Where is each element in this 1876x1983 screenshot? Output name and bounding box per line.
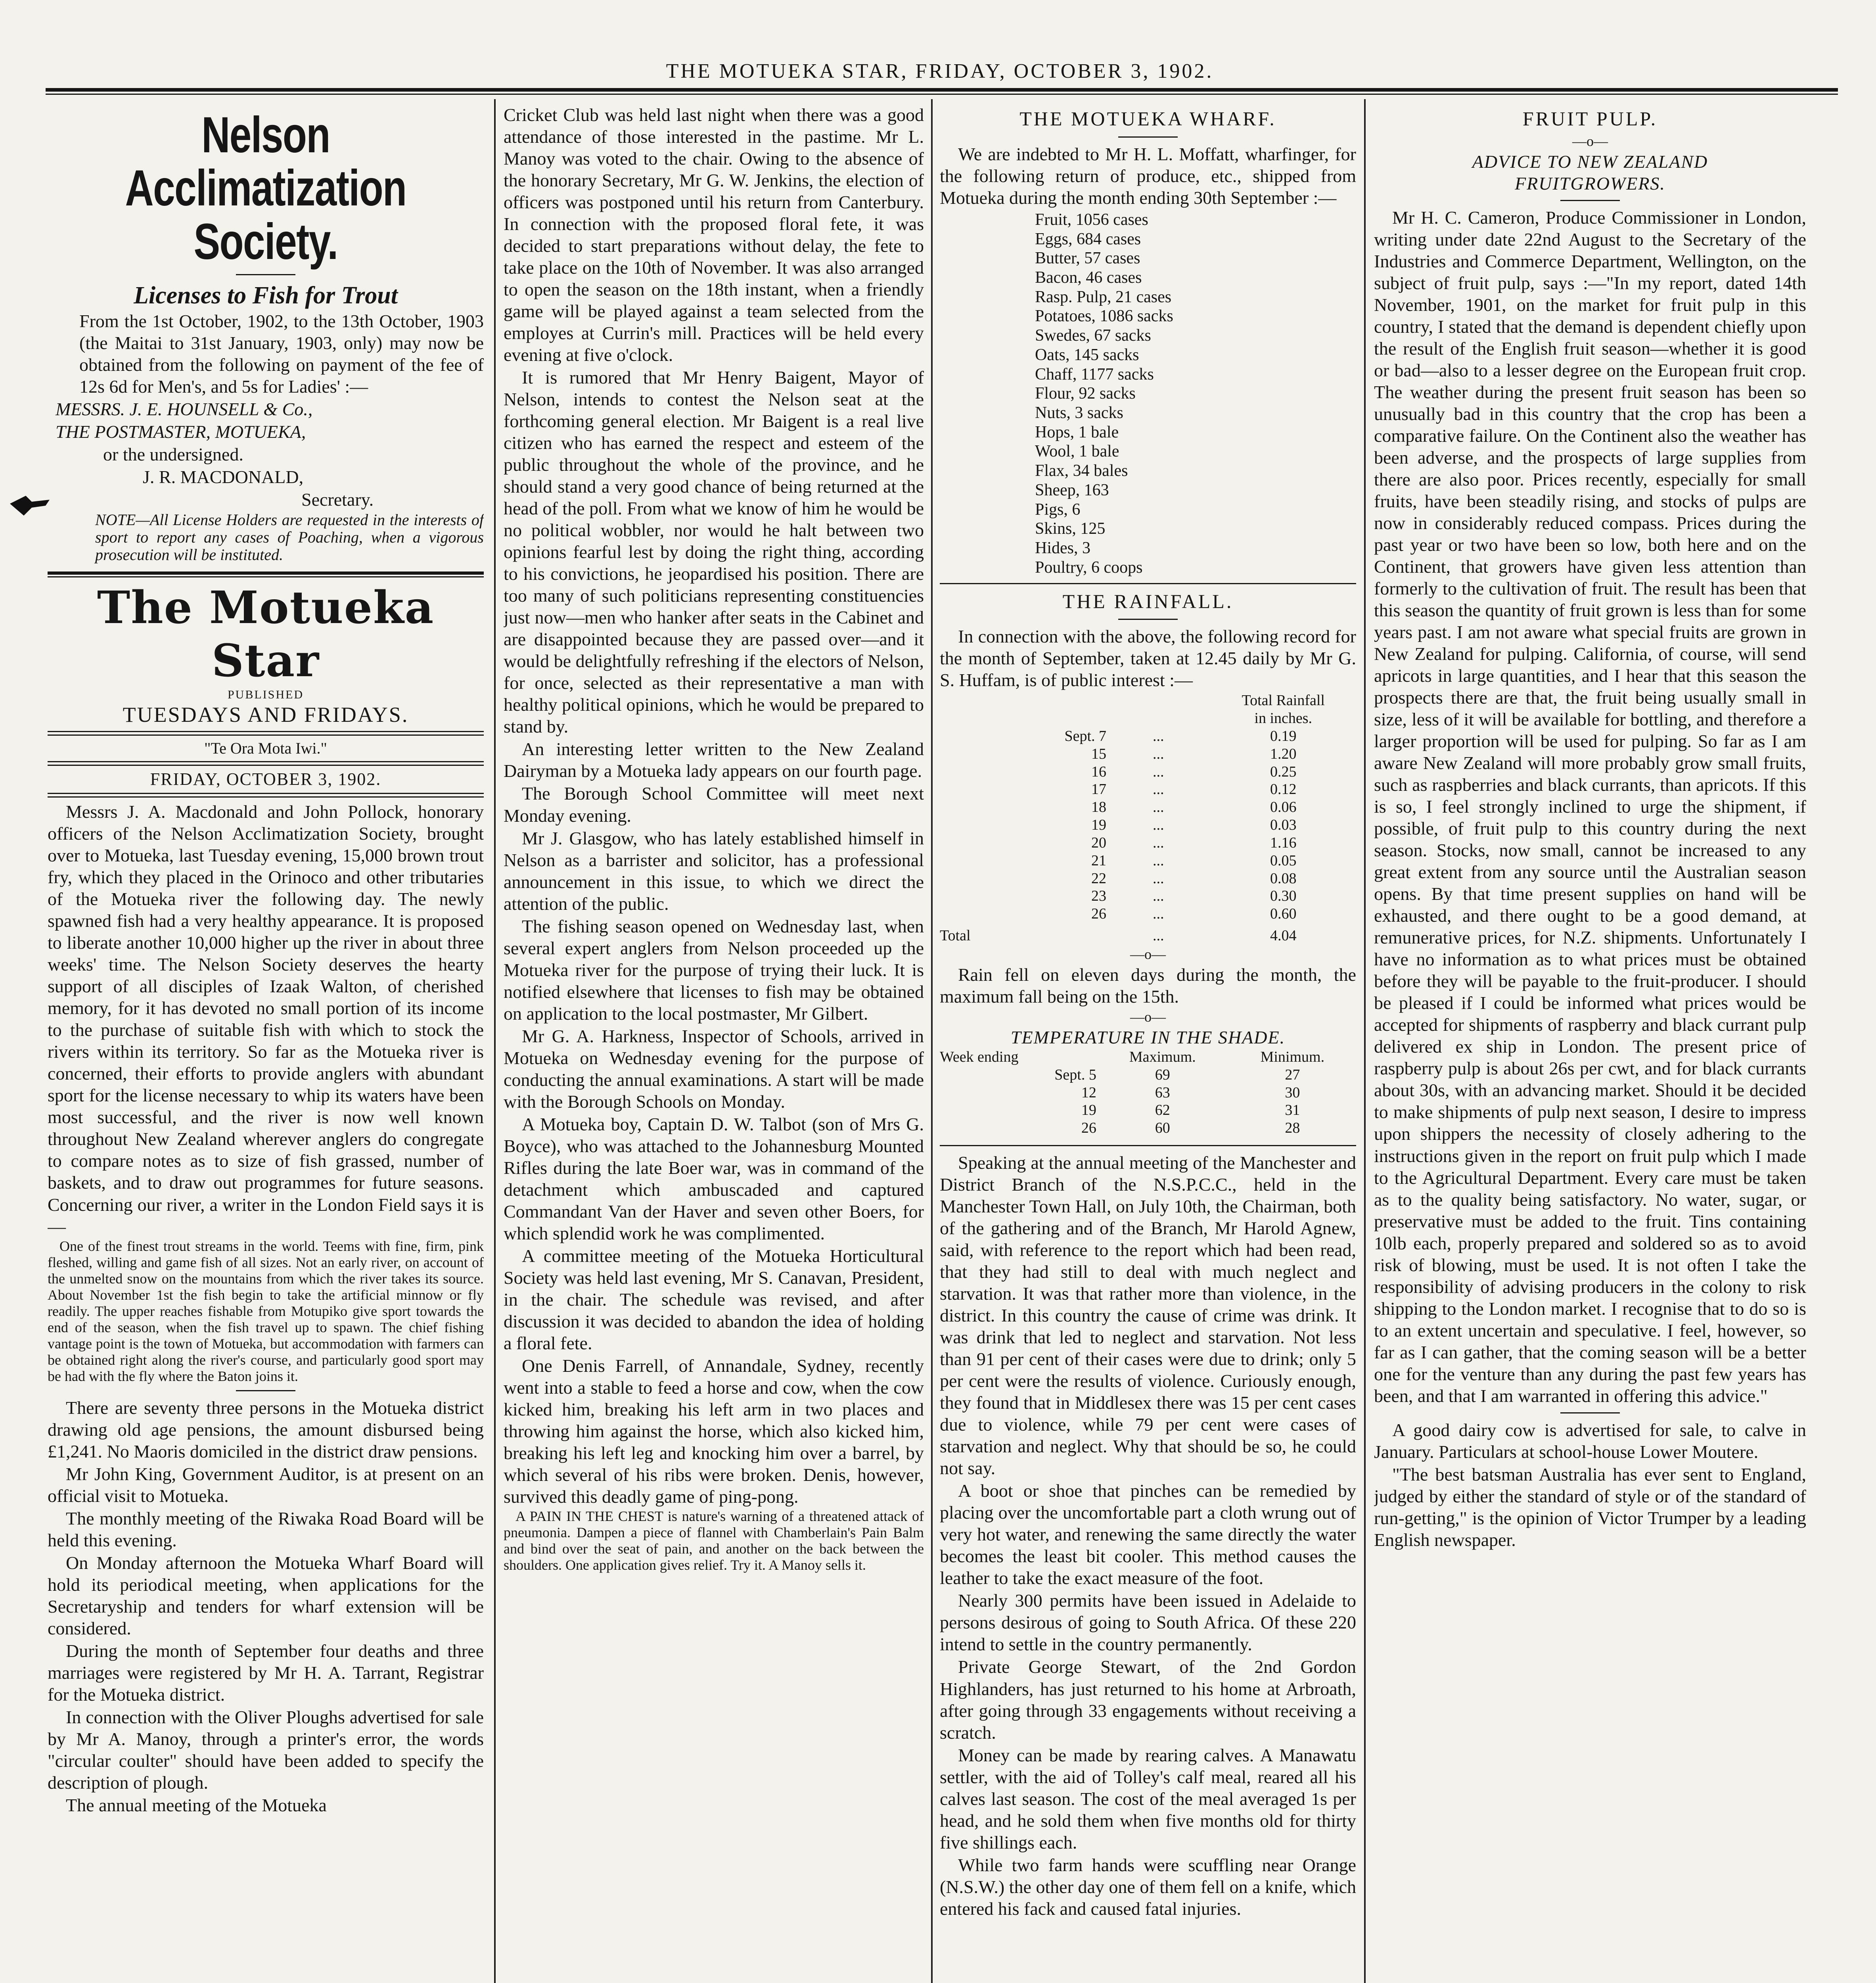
temperature-max: 62: [1155, 1102, 1170, 1119]
rainfall-total-row: [940, 923, 1356, 945]
rainfall-value: 1.16: [1270, 834, 1297, 851]
rainfall-day: 15: [1091, 745, 1106, 762]
rainfall-row: [940, 763, 1356, 781]
editorial-trout: Messrs J. A. Macdonald and John Pollock, honorary officers of the Nelson Acclimatization Society, brought over to Motueka, last Tuesday evening, 15,000 brown trout fry, which they placed in the Orinoco and other tributaries of the Motueka river the following day. The newly spawned fish had a very healthy appearance. It is proposed to liberate another 10,000 higher up the river in about three weeks' time. The Nelson Society deserves the hearty support of all disciples of Izaak Walton, of cherished memory, for it has devoted no small portion of its income to the purchase of suitable fish with which to stock the rivers within its territory. So far as the Motueka river is concerned, their efforts to provide anglers with abundant sport for the license necessary to whip its waters have been most successful, and the river is now well known throughout New Zealand wherever anglers do congregate to compare notes as to size of fish grassed, number of baskets, and to draw out programmes for future seasons. Concerning our river, a writer in the London Field says it is—: [48, 802, 484, 1237]
news-item: Mr John King, Government Auditor, is at present on an official visit to Motueka.: [48, 1463, 484, 1506]
rainfall-row: [940, 887, 1356, 905]
rainfall-column-head-line: in inches.: [1254, 710, 1313, 727]
news-item: Money can be made by rearing calves. A Manawatu settler, with the aid of Tolley's calf meal, reared all his calves last season. The cost of the meal averaged 1s per head, and he sold them when five months old for thirty five shillings each.: [940, 1745, 1356, 1853]
news-item: The monthly meeting of the Riwaka Road Board will be held this evening.: [48, 1508, 484, 1550]
temperature-min: 30: [1285, 1084, 1300, 1101]
rainfall-column-head-line: Total Rainfall: [1242, 692, 1325, 709]
rainfall-row: [940, 727, 1356, 745]
rainfall-row: [940, 905, 1356, 923]
column-4: [1374, 104, 1806, 1983]
leader-dots: ...: [1153, 852, 1164, 869]
news-item: Private George Stewart, of the 2nd Gordon Highlanders, has just returned to his home at Arbroath, after going through 33 engagements without receiving a scratch.: [940, 1657, 1356, 1743]
rainfall-value: 0.12: [1270, 781, 1297, 798]
rainfall-row: [940, 745, 1356, 763]
divider: [236, 274, 295, 275]
rainfall-summary: Rain fell on eleven days during the month, the maximum fall being on the 15th.: [940, 964, 1356, 1007]
rainfall-row: [940, 870, 1356, 888]
wharf-item: Nuts, 3 sacks: [1035, 404, 1123, 422]
temperature-row: [940, 1066, 1356, 1084]
leader-dots: ...: [1153, 817, 1164, 834]
signatory: J. R. MACDONALD,: [143, 467, 304, 487]
wharf-item: Hides, 3: [1035, 539, 1090, 558]
wharf-item: Rasp. Pulp, 21 cases: [1035, 288, 1172, 306]
advert-chest: [504, 1508, 924, 1573]
rainfall-value: 0.25: [1270, 763, 1297, 780]
column-2: [504, 104, 924, 1983]
advert-text: A PAIN IN THE CHEST is nature's warning of a threatened attack of pneumonia. Dampen a piece of flannel with Chamberlain's Pain Balm and bind over the seat of pain, and another on the back between the shoulders. One application gives relief. Try it. A Manoy sells it.: [504, 1508, 924, 1573]
news-item: The Borough School Committee will meet next Monday evening.: [504, 783, 924, 826]
news-item: An interesting letter written to the New Zealand Dairyman by a Motueka lady appears on our fourth page.: [504, 739, 924, 781]
section-separator: —o—: [1130, 946, 1166, 962]
rainfall-day: 19: [1091, 817, 1106, 834]
signatory-title: Secretary.: [301, 489, 374, 510]
wharf-return-list: [1035, 210, 1356, 577]
rainfall-value: 0.08: [1270, 870, 1297, 887]
license-note: NOTE—All License Holders are requested in the interests of sport to report any cases of Poaching, when a vigorous prosecution will be instituted.: [95, 511, 484, 564]
wharf-item: Fruit, 1056 cases: [1035, 210, 1148, 229]
news-item: "The best batsman Australia has ever sent to England, judged by either the standard of style or of the standard of run-getting," is the opinion of Victor Trumper by a leading English newspaper.: [1374, 1464, 1806, 1550]
temp-head-max: Maximum.: [1129, 1048, 1196, 1065]
rainfall-value: 0.60: [1270, 905, 1297, 922]
rainfall-row: [940, 852, 1356, 870]
rainfall-value: 0.30: [1270, 888, 1297, 905]
temperature-min: 31: [1285, 1102, 1300, 1119]
temperature-max: 60: [1155, 1120, 1170, 1137]
rainfall-intro: In connection with the above, the following record for the month of September, taken at 12.45 daily by Mr G. S. Huffam, is of public interest :—: [940, 626, 1356, 690]
news-item: Cricket Club was held last night when there was a good attendance of those interested in the pastime. Mr L. Manoy was voted to the chair. Owing to the absence of the honorary Secretary, Mr G. W. Jenkins, the election of officers was postponed until his return from Canterbury. In connection with the proposed floral fete, it was decided to start preparations without delay, the fete to take place on the 10th of November. It was also arranged to open the season on the 18th instant, when a friendly game will be played against a team selected from the employes at Currin's mill. Practices will be held every evening at five o'clock.: [504, 105, 924, 365]
section-separator: —o—: [1572, 133, 1608, 149]
divider: [1118, 619, 1178, 620]
divider: [940, 1145, 1356, 1146]
society-title-line: Nelson Acclimatization: [125, 107, 406, 217]
rainfall-value: 0.03: [1270, 817, 1297, 834]
rainfall-table: [940, 692, 1356, 945]
divider: [1560, 200, 1620, 201]
publication-days: TUESDAYS AND FRIDAYS.: [123, 703, 409, 727]
wharf-item: Eggs, 684 cases: [1035, 230, 1141, 248]
news-item: It is rumored that Mr Henry Baigent, Mayor of Nelson, intends to contest the Nelson seat at the forthcoming general election. Mr Baigent is a real live citizen who has earned the respect and esteem of the public throughout the whole of the province, and he should stand a very good chance of being returned at the head of the poll. From what we know of him he would be no political wobbler, nor would he halt between two opinions fearful lest by doing the right thing, according to his convictions, he jeopardised his position. There are too many of such politicians representing constituencies just now—men who hanker after seats in the Cabinet and are disappointed because they are passed over—and it would be delightfully refreshing if the electors of Nelson, for once, selected as their representative a man with healthy political opinions, which he would be prepared to stand by.: [504, 367, 924, 737]
temperature-week: 26: [1081, 1120, 1096, 1137]
divider: [48, 572, 484, 575]
news-item: While two farm hands were scuffling near Orange (N.S.W.) the other day one of them fell on a knife, which entered his fack and caused fatal injuries.: [940, 1855, 1356, 1919]
rainfall-day: 22: [1091, 870, 1106, 887]
license-body: From the 1st October, 1902, to the 13th October, 1903 (the Maitai to 31st January, 1903, only) may now be obtained from the following on payment of the fee of 12s 6d for Men's, and 5s for Ladies' :—: [79, 311, 484, 397]
news-item: The fishing season opened on Wednesday last, when several expert anglers from Nelson proceeded up the Motueka river for the purpose of trying their luck. It is notified elsewhere that licenses to fish may be obtained on application to the local postmaster, Mr Gilbert.: [504, 916, 924, 1024]
leader-dots: ...: [1153, 905, 1164, 922]
leader-dots: ...: [1153, 728, 1164, 744]
leader-dots: ...: [1153, 888, 1164, 905]
society-advert-title: [96, 109, 436, 268]
rainfall-day: 18: [1091, 799, 1106, 816]
news-item: A Motueka boy, Captain D. W. Talbot (son of Mrs G. Boyce), who was attached to the Johannesburg Mounted Rifles during the late Boer war, was in command of the detachment which ambuscaded and captured Commandant Van der Haver and seven other Boers, for which splendid work he was complimented.: [504, 1114, 924, 1243]
wharf-item: Pigs, 6: [1035, 500, 1081, 519]
news-item: In connection with the Oliver Ploughs advertised for sale by Mr A. Manoy, through a printer's error, the words "circular coulter" should have been added to specify the description of plough.: [48, 1707, 484, 1793]
rainfall-column-head: [1211, 692, 1357, 727]
leader-dots: ...: [1153, 799, 1164, 816]
news-item: Mr J. Glasgow, who has lately established himself in Nelson as a barrister and solicitor, has a professional announcement in this issue, to which we direct the attention of the public.: [504, 828, 924, 914]
temperature-max: 69: [1155, 1066, 1170, 1083]
temperature-week: Sept. 5: [1054, 1066, 1096, 1083]
column-rule: [931, 99, 933, 1983]
paper-motto: "Te Ora Mota Iwi.": [204, 739, 327, 757]
wharf-item: Potatoes, 1086 sacks: [1035, 307, 1173, 326]
wharf-item: Hops, 1 bale: [1035, 423, 1119, 441]
temperature-max: 63: [1155, 1084, 1170, 1101]
wharf-item: Chaff, 1177 sacks: [1035, 365, 1154, 384]
wharf-item: Butter, 57 cases: [1035, 249, 1140, 268]
temperature-table: [940, 1048, 1356, 1137]
rainfall-row: [940, 781, 1356, 798]
wharf-intro: We are indebted to Mr H. L. Moffatt, wharfinger, for the following return of produce, etc., shipped from Motueka during the month ending 30th September :—: [940, 144, 1356, 208]
news-item: Mr G. A. Harkness, Inspector of Schools, arrived in Motueka on Wednesday evening for the purpose of conducting the annual examinations. A start will be made with the Borough Schools on Monday.: [504, 1026, 924, 1112]
temperature-min: 28: [1285, 1120, 1300, 1137]
wharf-item: Flax, 34 bales: [1035, 462, 1128, 480]
leader-dots: ...: [1153, 834, 1164, 851]
news-item: Speaking at the annual meeting of the Manchester and District Branch of the N.S.P.C.C., held in the Manchester Town Hall, on July 10th, the Chairman, both of the gathering and of the Branch, Mr Harold Agnew, said, with reference to the report which had been read, that they had still to deal with much neglect and starvation. It was that rather more than violence, in the district. In this country the cause of crime was drink. It was drink that led to neglect and starvation. Not less than 91 per cent of their cases were due to drink; only 5 per cent were the results of violence. Curiously enough, they found that in Middlesex there was 15 per cent cases due to violence, while 79 per cent were cases of starvation and neglect. Why that should be so, he could not say.: [940, 1153, 1356, 1479]
fruit-pulp-subheading: FRUITGROWERS.: [1515, 173, 1665, 194]
news-item: Nearly 300 permits have been issued in Adelaide to persons desirous of going to South Africa. Of these 220 intend to settle in the country permanently.: [940, 1590, 1356, 1655]
news-item: One Denis Farrell, of Annandale, Sydney, recently went into a stable to feed a horse and cow, when the cow kicked him, breaking his left arm in two places and throwing him against the horse, which also kicked him, breaking his left leg and knocking him over a barrel, by which several of his ribs were broken. Denis, however, survived this deadly game of ping-pong.: [504, 1355, 924, 1507]
leader-dots: ...: [1153, 763, 1164, 780]
published-label: PUBLISHED: [227, 688, 304, 702]
fruit-pulp-subheading: ADVICE TO NEW ZEALAND: [1472, 151, 1708, 172]
divider: [48, 576, 484, 577]
rainfall-day: 17: [1091, 781, 1106, 798]
license-heading: Licenses to Fish for Trout: [134, 282, 398, 309]
news-item: The annual meeting of the Motueka: [66, 1795, 327, 1816]
wharf-heading: THE MOTUEKA WHARF.: [1019, 107, 1276, 130]
news-item: A committee meeting of the Motueka Horticultural Society was held last evening, Mr S. Canavan, President, in the chair. The schedule was revised, and after discussion it was decided to abandon the idea of holding a floral fete.: [504, 1245, 924, 1353]
temp-head-week: Week ending: [940, 1048, 1019, 1065]
fruit-pulp-body: Mr H. C. Cameron, Produce Commissioner in London, writing under date 22nd August to the Secretary of the Industries and Commerce Department, Wellington, on the subject of fruit pulp, says :—"In my report, dated 14th November, 1901, on the market for fruit pulp in this country, I stated that the demand is dependent chiefly upon the result of the English fruit season—whether it is good or bad—also to a lesser degree on the European fruit crop. The weather during the present fruit season has been so unusually bad in this country that the crop has been a comparative failure. On the Continent also the weather has been adverse, and the prospects of large supplies from there are also poor. Prices recently, especially for small fruits, have been steadily rising, and stocks of pulps are now in considerably reduced compass. Prices during the past year or two have been so low, both here and on the Continent, that growers have given less attention than formerly to the cultivation of fruit. The result has been that this season the quantity of fruit grown is less than for some years past. I am not aware what special fruits are grown in New Zealand for pulping. California, of course, will send apricots in large quantities, and I hear that this season the prospects there are that, the fruit being usually small in size, less of it will be available for bottling, and therefore a larger proportion will be used for pulping. So far as I am aware New Zealand will more probably grow small fruits, such as raspberries and black currants, than apricots. If this is so, I feel strongly inclined to urge the shipment, if possible, of fruit pulp to this country during the next season. Stocks, now small, cannot be increased to any great extent from any source until the Australian season opens. By that time present supplies on hand will be exhausted, and there ought to be a good demand, at remunerative prices, for N.Z. shipments. Unfortunately I have no information as to what prices must be obtained before they will be payable to the fruit-producer. I should be pleased if I could be informed what prices would be accepted for shipments of raspberry and black currant pulp delivered ex ship in London. The present price of raspberry pulp is about 26s per cwt, and for black currants about 30s, with an advancing market. Should it be decided to make shipments of pulp next season, I desire to impress upon shippers the necessity of closely adhering to the instructions given in the report on fruit pulp which I made to the Agricultural Department. Every care must be taken as to the quality being satisfactory. No water, sugar, or preservative must be added to the fruit. Tins containing 10lb each, properly prepared and soldered so as to avoid risk of blowing, must be used. It is not often I take the responsibility of advising producers in the colony to risk shipping to the London market. I recognise that to do so is to an extent uncertain and speculative. I feel, however, so far as I can gather, that the coming season will be a better one for the venture than any during the past few years has been, and that I am warranted in offering this advice.": [1374, 207, 1806, 1406]
divider: [940, 583, 1356, 584]
masthead: THE MOTUEKA STAR, FRIDAY, OCTOBER 3, 1902.: [666, 60, 1214, 82]
column-3: [940, 104, 1356, 1983]
rainfall-day: 23: [1091, 888, 1106, 905]
news-item: There are seventy three persons in the Motueka district drawing old age pensions, the amount disbursed being £1,241. No Maoris domiciled in the district draw pensions.: [48, 1397, 484, 1461]
column-rule: [1364, 99, 1366, 1983]
masthead-rule: [46, 88, 1838, 92]
news-item: On Monday afternoon the Motueka Wharf Board will hold its periodical meeting, when applications for the Secretaryship and tenders for wharf extension will be considered.: [48, 1552, 484, 1638]
wharf-item: Wool, 1 bale: [1035, 442, 1119, 461]
rainfall-total-label: Total: [940, 927, 971, 944]
news-item: A good dairy cow is advertised for sale, to calve in January. Particulars at school-house Lower Moutere.: [1374, 1419, 1806, 1462]
temperature-heading: TEMPERATURE IN THE SHADE.: [1010, 1027, 1286, 1047]
wharf-item: Skins, 125: [1035, 520, 1106, 538]
temperature-week: 19: [1081, 1102, 1096, 1119]
temperature-min: 27: [1285, 1066, 1300, 1083]
temperature-row: [940, 1084, 1356, 1102]
news-item: During the month of September four deaths and three marriages were registered by Mr H. A. Tarrant, Registrar for the Motueka district.: [48, 1640, 484, 1705]
wharf-item: Swedes, 67 sacks: [1035, 326, 1151, 345]
masthead-rule-thin: [46, 94, 1838, 95]
rainfall-total-value: 4.04: [1270, 927, 1297, 944]
dateline: FRIDAY, OCTOBER 3, 1902.: [150, 769, 381, 789]
rainfall-value: 0.19: [1270, 728, 1297, 744]
rainfall-day: 26: [1091, 905, 1106, 922]
divider: [1118, 136, 1178, 138]
divider: [48, 731, 484, 736]
agents-line: THE POSTMASTER, MOTUEKA,: [56, 422, 306, 442]
temperature-row: [940, 1119, 1356, 1137]
divider: [48, 793, 484, 798]
rainfall-day: 16: [1091, 763, 1106, 780]
rainfall-day: 20: [1091, 834, 1106, 851]
section-separator: —o—: [1130, 1009, 1166, 1025]
rainfall-value: 1.20: [1270, 745, 1297, 762]
temp-head-min: Minimum.: [1260, 1048, 1325, 1065]
leader-dots: ...: [1153, 870, 1164, 887]
rainfall-row: [940, 816, 1356, 834]
rainfall-value: 0.06: [1270, 799, 1297, 816]
rainfall-day: Sept. 7: [1064, 728, 1106, 744]
temperature-row: [940, 1101, 1356, 1119]
column-1: [48, 104, 484, 1983]
wharf-item: Flour, 92 sacks: [1035, 384, 1136, 403]
paper-name: The Motueka Star: [97, 582, 435, 687]
pointing-hand-mark-icon: [8, 484, 52, 520]
temperature-week: 12: [1081, 1084, 1096, 1101]
field-quote: [48, 1238, 484, 1385]
society-title-line: Society.: [194, 213, 338, 270]
rainfall-day: 21: [1091, 852, 1106, 869]
wharf-item: Poultry, 6 coops: [1035, 558, 1143, 577]
leader-dots: ...: [1153, 745, 1164, 762]
rainfall-row: [940, 834, 1356, 852]
fruit-pulp-heading: FRUIT PULP.: [1522, 107, 1658, 130]
rainfall-value: 0.05: [1270, 852, 1297, 869]
agents-line: MESSRS. J. E. HOUNSELL & Co.,: [56, 399, 313, 420]
news-item: A boot or shoe that pinches can be remedied by placing over the uncomfortable part a cloth wrung out of very hot water, and renewing the same directly the water becomes the least bit cooler. This method causes the leather to take the exact measure of the foot.: [940, 1481, 1356, 1588]
rainfall-heading: THE RAINFALL.: [1062, 590, 1234, 612]
divider: [1560, 1412, 1620, 1413]
leader-dots: ...: [1153, 927, 1164, 944]
column-rule: [494, 99, 496, 1983]
wharf-item: Oats, 145 sacks: [1035, 345, 1139, 364]
wharf-item: Sheep, 163: [1035, 481, 1109, 499]
divider: [48, 761, 484, 766]
quote-text: One of the finest trout streams in the world. Teems with fine, firm, pink fleshed, willing and game fish of all sizes. Not an early river, on account of the unmelted snow on the mountains from which the river takes its source. About November 1st the fish begin to take the artificial minnow or fly readily. The upper reaches fishable from Motupiko give sport towards the end of the season, when the fish travel up to spawn. The chief fishing vantage point is the town of Motueka, but accommodation with farmers can be obtained right along the river's course, and particularly good sport may be had with the fly where the Baton joins it.: [48, 1238, 484, 1384]
rainfall-row: [940, 798, 1356, 816]
leader-dots: ...: [1153, 781, 1164, 798]
divider: [236, 1390, 295, 1391]
agents-line: or the undersigned.: [103, 444, 243, 465]
wharf-item: Bacon, 46 cases: [1035, 268, 1142, 287]
